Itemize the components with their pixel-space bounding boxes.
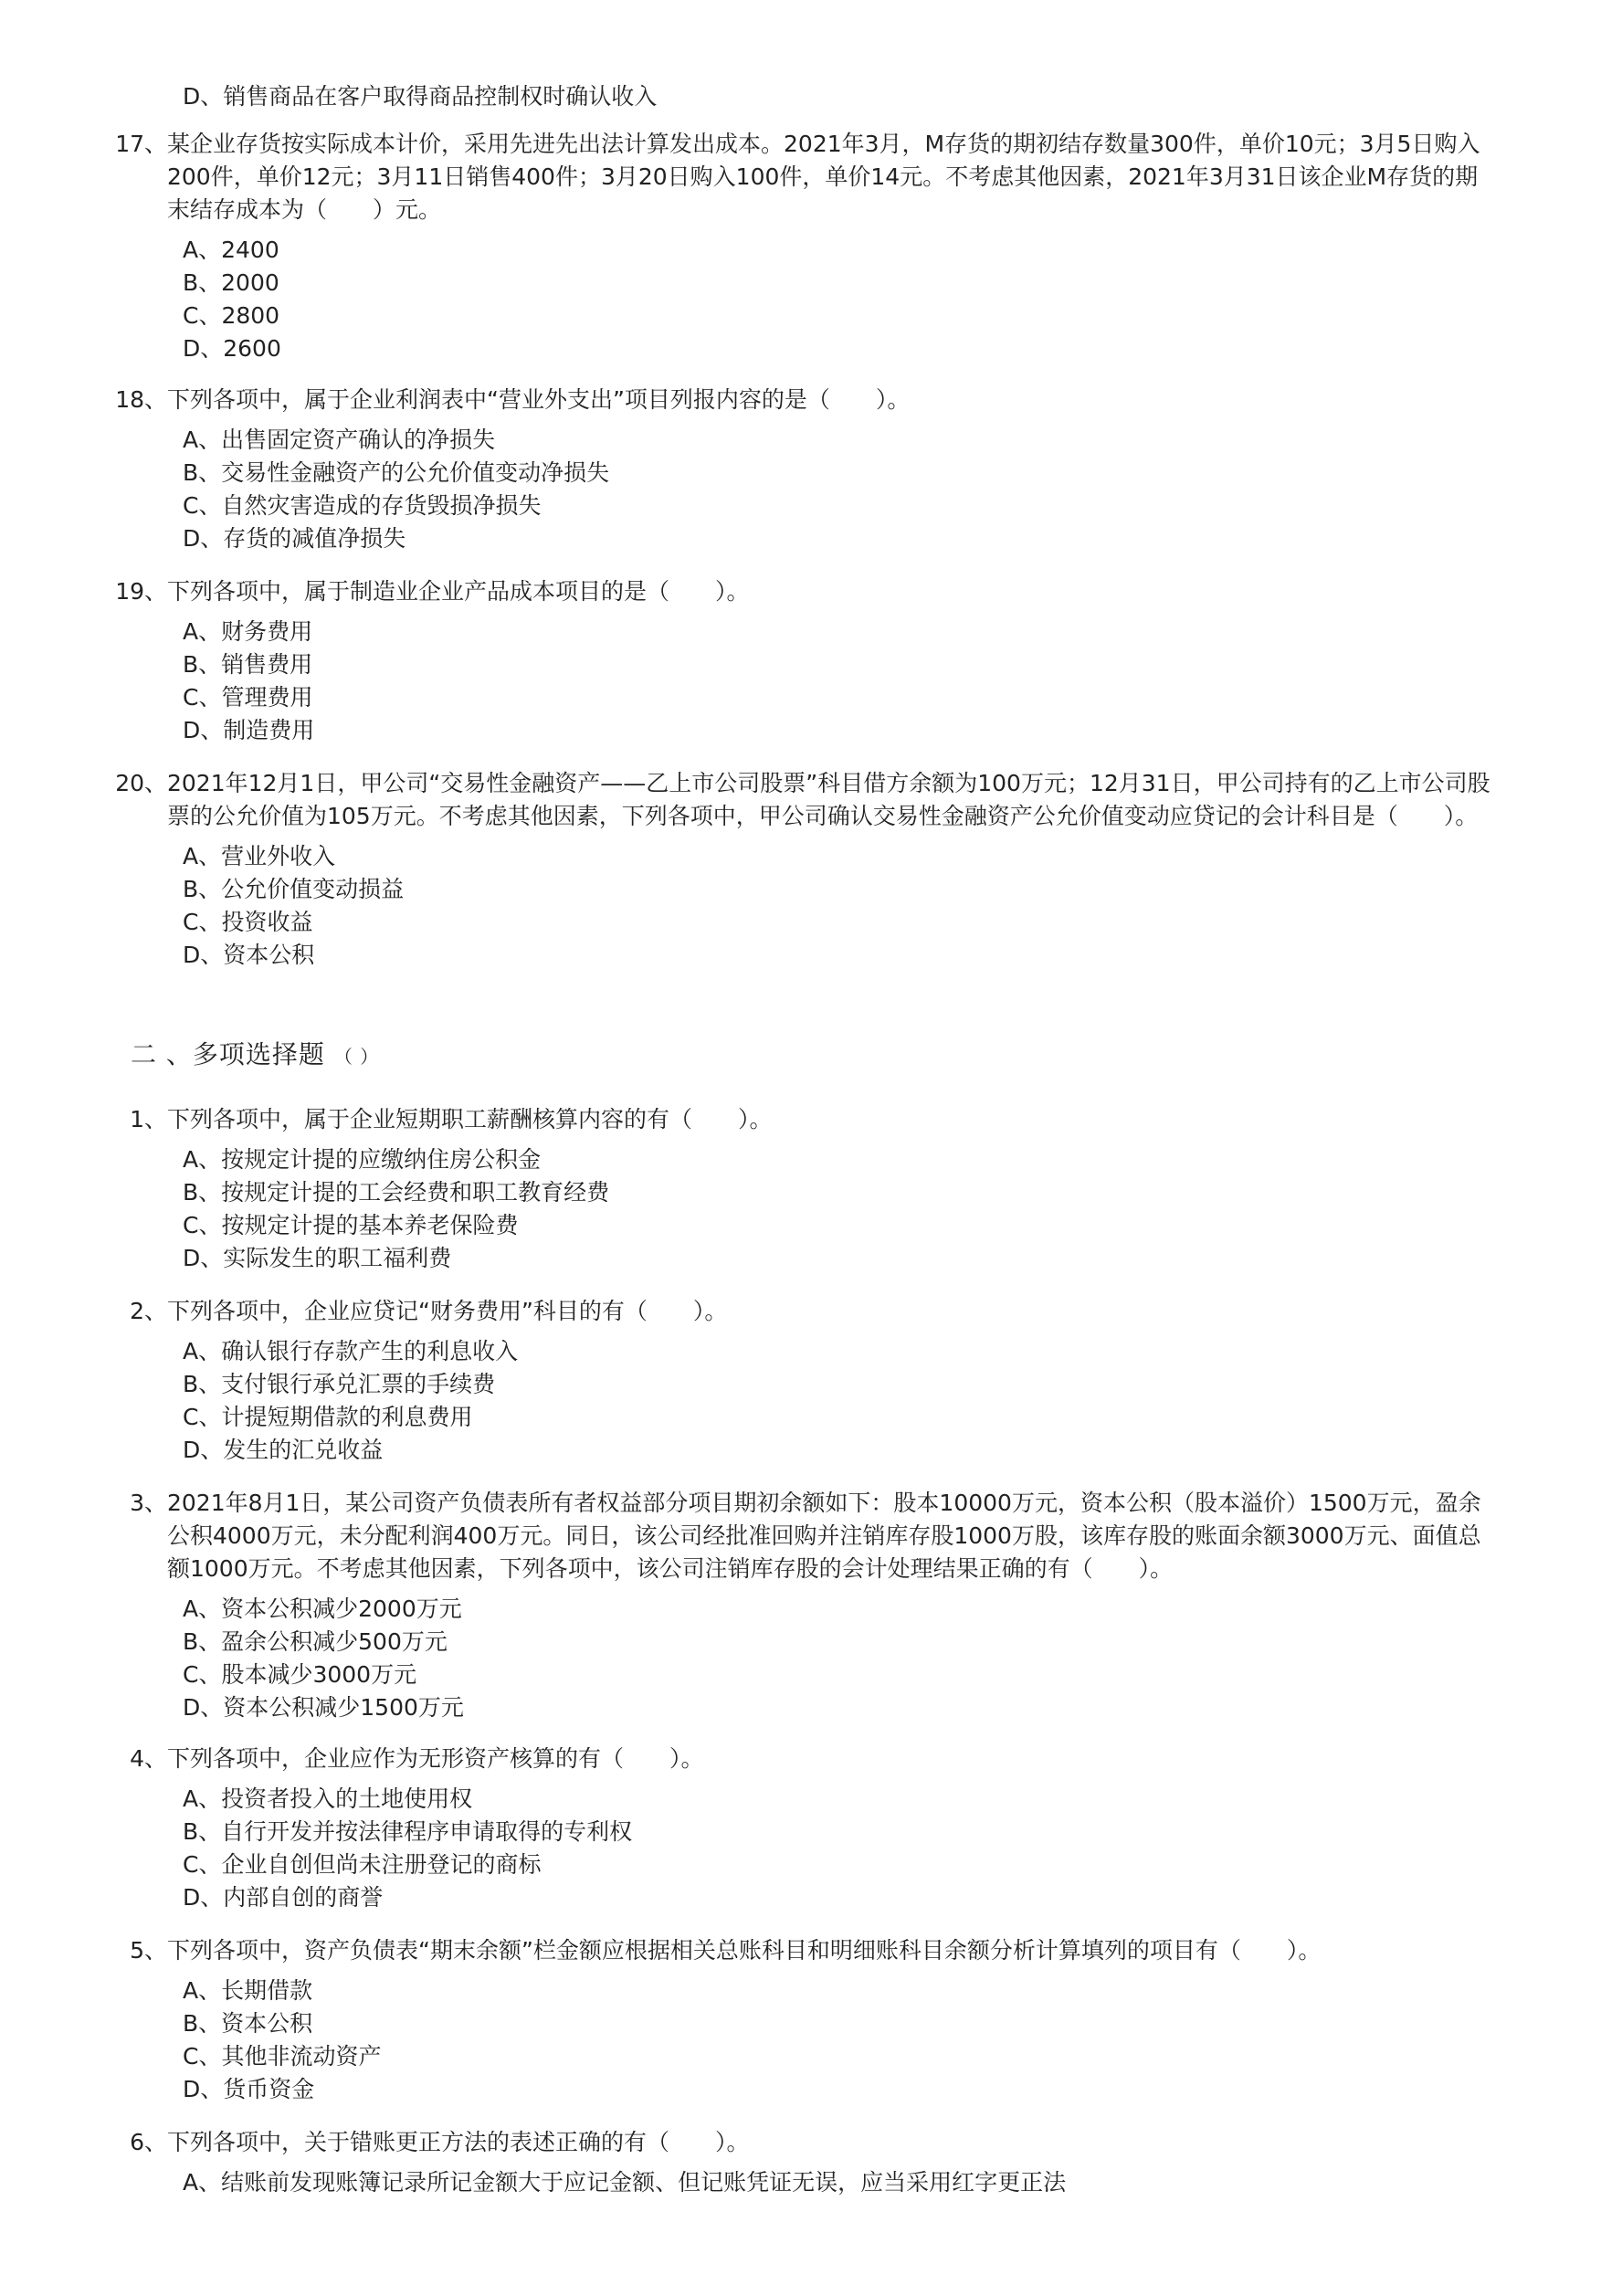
option-c: C、企业自创但尚未注册登记的商标 <box>183 1851 542 1878</box>
question-number: 18、 <box>115 386 167 413</box>
option-b: B、交易性金融资产的公允价值变动净损失 <box>183 459 610 486</box>
question-number: 3、 <box>130 1490 167 1516</box>
option-b: B、自行开发并按法律程序申请取得的专利权 <box>183 1818 633 1845</box>
option-d: D、制造费用 <box>183 717 315 743</box>
option-c: C、投资收益 <box>183 909 313 935</box>
option-b: B、按规定计提的工会经费和职工教育经费 <box>183 1179 610 1206</box>
question-m5 <box>0 1934 1622 2106</box>
question-m6 <box>0 2126 1622 2199</box>
question-stem: 17、 某企业存货按实际成本计价，采用先进先出法计算发出成本。2021年3月，M存货的期初结存数量300件，单价10元；3月5日购入200件，单价12元；3月11日销售400件；3月20日购入100件，单价14元。不考虑其他因素，2021年3月31日该企业M存货的期末结存成本为（ ）元。 <box>0 128 1501 226</box>
question-stem: 18、 下列各项中，属于企业利润表中“营业外支出”项目列报内容的是（ ）。 <box>0 384 1501 416</box>
question-m4 <box>0 1743 1622 1914</box>
option-b: B、2000 <box>183 269 279 296</box>
question-number: 4、 <box>130 1745 167 1772</box>
option-d: D、发生的汇兑收益 <box>183 1437 384 1463</box>
question-19 <box>0 575 1622 747</box>
option-d: D、存货的减值净损失 <box>183 525 406 552</box>
option-c: C、自然灾害造成的存货毁损净损失 <box>183 492 542 519</box>
question-number: 20、 <box>115 770 167 796</box>
option-c: C、计提短期借款的利息费用 <box>183 1404 473 1430</box>
option-a: A、投资者投入的土地使用权 <box>183 1785 473 1812</box>
option-c: C、按规定计提的基本养老保险费 <box>183 1212 519 1238</box>
question-20 <box>0 767 1622 972</box>
question-number: 17、 <box>115 131 167 157</box>
option-a: A、按规定计提的应缴纳住房公积金 <box>183 1146 542 1173</box>
question-stem: 6、 下列各项中，关于错账更正方法的表述正确的有（ ）。 <box>0 2126 1501 2159</box>
option-a: A、结账前发现账簿记录所记金额大于应记金额、但记账凭证无误，应当采用红字更正法 <box>183 2169 1067 2196</box>
option-a: A、长期借款 <box>183 1977 313 2004</box>
option-b: B、资本公积 <box>183 2010 313 2037</box>
question-number: 1、 <box>130 1106 167 1132</box>
question-number: 6、 <box>130 2129 167 2155</box>
option-b: B、公允价值变动损益 <box>183 876 405 902</box>
carryover-option: D、销售商品在客户取得商品控制权时确认收入 <box>183 83 658 110</box>
question-stem: 5、 下列各项中，资产负债表“期末余额”栏金额应根据相关总账科目和明细账科目余额分析计算填列的项目有（ ）。 <box>0 1934 1501 1967</box>
question-m2 <box>0 1295 1622 1467</box>
option-c: C、2800 <box>183 302 280 329</box>
option-c: C、股本减少3000万元 <box>183 1661 417 1688</box>
question-stem: 4、 下列各项中，企业应作为无形资产核算的有（ ）。 <box>0 1743 1501 1775</box>
option-a: A、出售固定资产确认的净损失 <box>183 427 496 453</box>
option-d: D、货币资金 <box>183 2076 315 2102</box>
option-b: B、销售费用 <box>183 651 313 678</box>
question-stem: 19、 下列各项中，属于制造业企业产品成本项目的是（ ）。 <box>0 575 1501 608</box>
question-m1 <box>0 1103 1622 1275</box>
question-17 <box>0 128 1622 365</box>
section-heading: 二 、多项选择题 （ ） <box>131 1039 380 1069</box>
option-a: A、财务费用 <box>183 618 313 645</box>
option-a: A、确认银行存款产生的利息收入 <box>183 1338 519 1364</box>
option-b: B、支付银行承兑汇票的手续费 <box>183 1371 496 1397</box>
option-c: C、其他非流动资产 <box>183 2043 382 2070</box>
question-stem: 3、 2021年8月1日，某公司资产负债表所有者权益部分项目期初余额如下：股本10000万元，资本公积（股本溢价）1500万元，盈余公积4000万元，未分配利润400万元。同日，该公司经批准回购并注销库存股1000万股，该库存股的账面余额3000万元、面值总额1000万元。不考虑其他因素，下列各项中，该公司注销库存股的会计处理结果正确的有（ ）。 <box>0 1487 1501 1585</box>
option-d: D、内部自创的商誉 <box>183 1884 384 1911</box>
question-number: 19、 <box>115 578 167 605</box>
option-a: A、资本公积减少2000万元 <box>183 1596 462 1622</box>
question-stem: 2、 下列各项中，企业应贷记“财务费用”科目的有（ ）。 <box>0 1295 1501 1328</box>
question-number: 2、 <box>130 1298 167 1324</box>
option-d: D、实际发生的职工福利费 <box>183 1245 452 1271</box>
question-number: 5、 <box>130 1937 167 1964</box>
option-c: C、管理费用 <box>183 684 313 711</box>
question-18 <box>0 384 1622 555</box>
question-stem: 1、 下列各项中，属于企业短期职工薪酬核算内容的有（ ）。 <box>0 1103 1501 1136</box>
option-b: B、盈余公积减少500万元 <box>183 1628 448 1655</box>
option-a: A、营业外收入 <box>183 843 336 869</box>
option-a: A、2400 <box>183 237 279 263</box>
question-m3 <box>0 1487 1622 1724</box>
question-stem: 20、 2021年12月1日，甲公司“交易性金融资产——乙上市公司股票”科目借方余额为100万元；12月31日，甲公司持有的乙上市公司股票的公允价值为105万元。不考虑其他因素，下列各项中，甲公司确认交易性金融资产公允价值变动应贷记的会计科目是（ ）。 <box>0 767 1501 833</box>
option-d: D、2600 <box>183 335 281 362</box>
option-d: D、资本公积 <box>183 942 315 968</box>
option-d: D、资本公积减少1500万元 <box>183 1694 464 1721</box>
